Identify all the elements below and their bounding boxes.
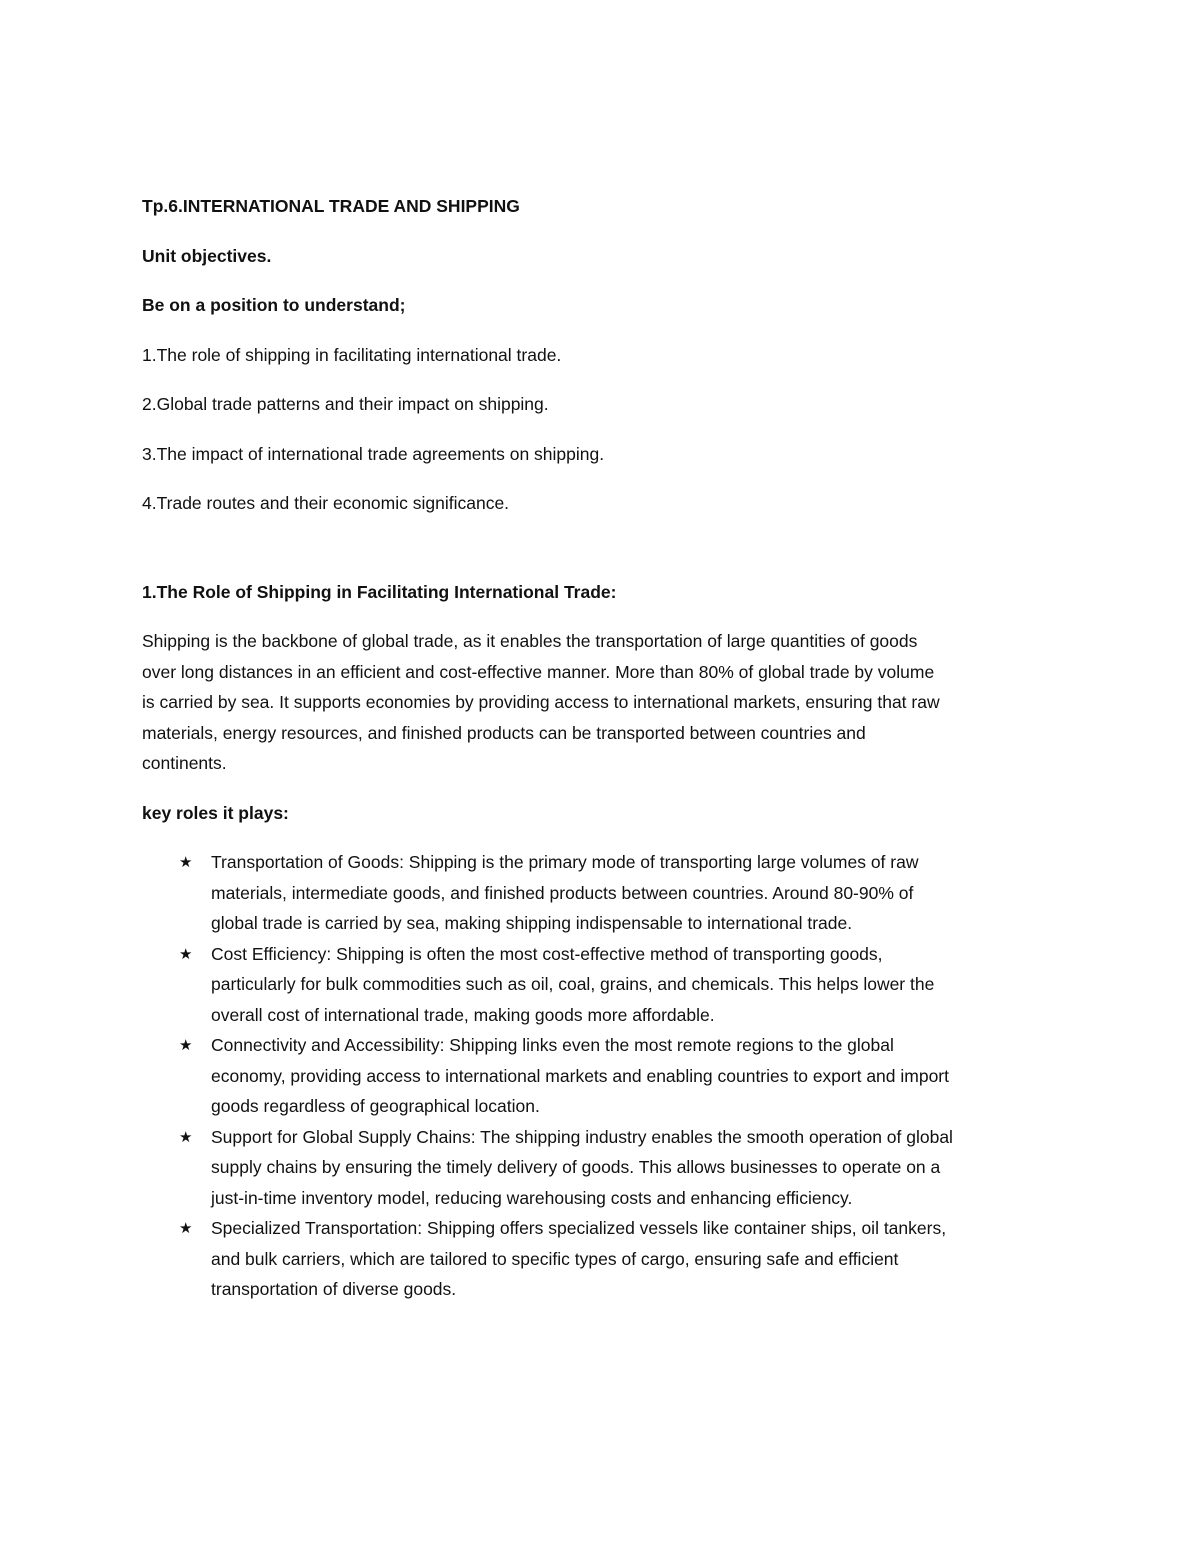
bullet-line: just-in-time inventory model, reducing warehousing costs and enhancing efficiency. (211, 1187, 853, 1208)
section-heading: 1.The Role of Shipping in Facilitating International Trade: (142, 581, 617, 602)
bullet-line: economy, providing access to international markets and enabling countries to export and import (211, 1065, 949, 1086)
bullet-line: materials, intermediate goods, and finished products between countries. Around 80-90% of (211, 882, 914, 903)
objective-item-4: 4.Trade routes and their economic significance. (142, 493, 510, 513)
bullet-line: and bulk carriers, which are tailored to specific types of cargo, ensuring safe and efficient (211, 1248, 899, 1269)
star-icon: ★ (179, 853, 193, 871)
star-icon: ★ (179, 1219, 193, 1237)
document-title: Tp.6.INTERNATIONAL TRADE AND SHIPPING (142, 196, 520, 216)
bullet-line: particularly for bulk commodities such as oil, coal, grains, and chemicals. This helps lower the (211, 974, 935, 994)
unit-objectives-heading: Unit objectives. (142, 245, 272, 266)
bullet-line: transportation of diverse goods. (211, 1279, 457, 1299)
objective-item-2: 2.Global trade patterns and their impact on shipping. (142, 394, 549, 414)
document-content (142, 191, 1062, 1305)
bullet-line: goods regardless of geographical location. (211, 1096, 540, 1116)
bullet-line: Specialized Transportation: Shipping offers specialized vessels like container ships, oil tankers, (211, 1218, 947, 1238)
bullet-line: Connectivity and Accessibility: Shipping links even the most remote regions to the global (211, 1035, 894, 1055)
list-item (142, 1122, 1062, 1214)
section-paragraph (142, 626, 1062, 779)
position-heading: Be on a position to understand; (142, 295, 406, 315)
list-item (142, 1213, 1062, 1305)
paragraph-line: over long distances in an efficient and cost-effective manner. More than 80% of global trade by volume (142, 661, 935, 682)
star-icon: ★ (179, 1036, 193, 1054)
list-item (142, 1030, 1062, 1122)
paragraph-line: Shipping is the backbone of global trade, as it enables the transportation of large quantities of goods (142, 631, 918, 651)
paragraph-line: is carried by sea. It supports economies by providing access to international markets, ensuring that raw (142, 692, 940, 712)
objective-item-3: 3.The impact of international trade agreements on shipping. (142, 443, 605, 464)
key-roles-heading: key roles it plays: (142, 802, 289, 823)
paragraph-line: materials, energy resources, and finished products can be transported between countries and (142, 722, 866, 743)
paragraph-line: continents. (142, 753, 227, 773)
list-item (142, 939, 1062, 1031)
star-icon: ★ (179, 944, 193, 963)
key-roles-list (142, 847, 1062, 1305)
bullet-line: supply chains by ensuring the timely delivery of goods. This allows businesses to operate on a (211, 1157, 941, 1177)
bullet-line: overall cost of international trade, making goods more affordable. (211, 1004, 715, 1025)
star-icon: ★ (179, 1127, 193, 1146)
bullet-line: Transportation of Goods: Shipping is the primary mode of transporting large volumes of raw (211, 852, 919, 872)
list-item (142, 847, 1062, 939)
bullet-line: global trade is carried by sea, making shipping indispensable to international trade. (211, 913, 853, 933)
objective-item-1: 1.The role of shipping in facilitating international trade. (142, 344, 562, 365)
bullet-line: Support for Global Supply Chains: The shipping industry enables the smooth operation of global (211, 1126, 953, 1147)
bullet-line: Cost Efficiency: Shipping is often the most cost-effective method of transporting goods, (211, 943, 883, 964)
